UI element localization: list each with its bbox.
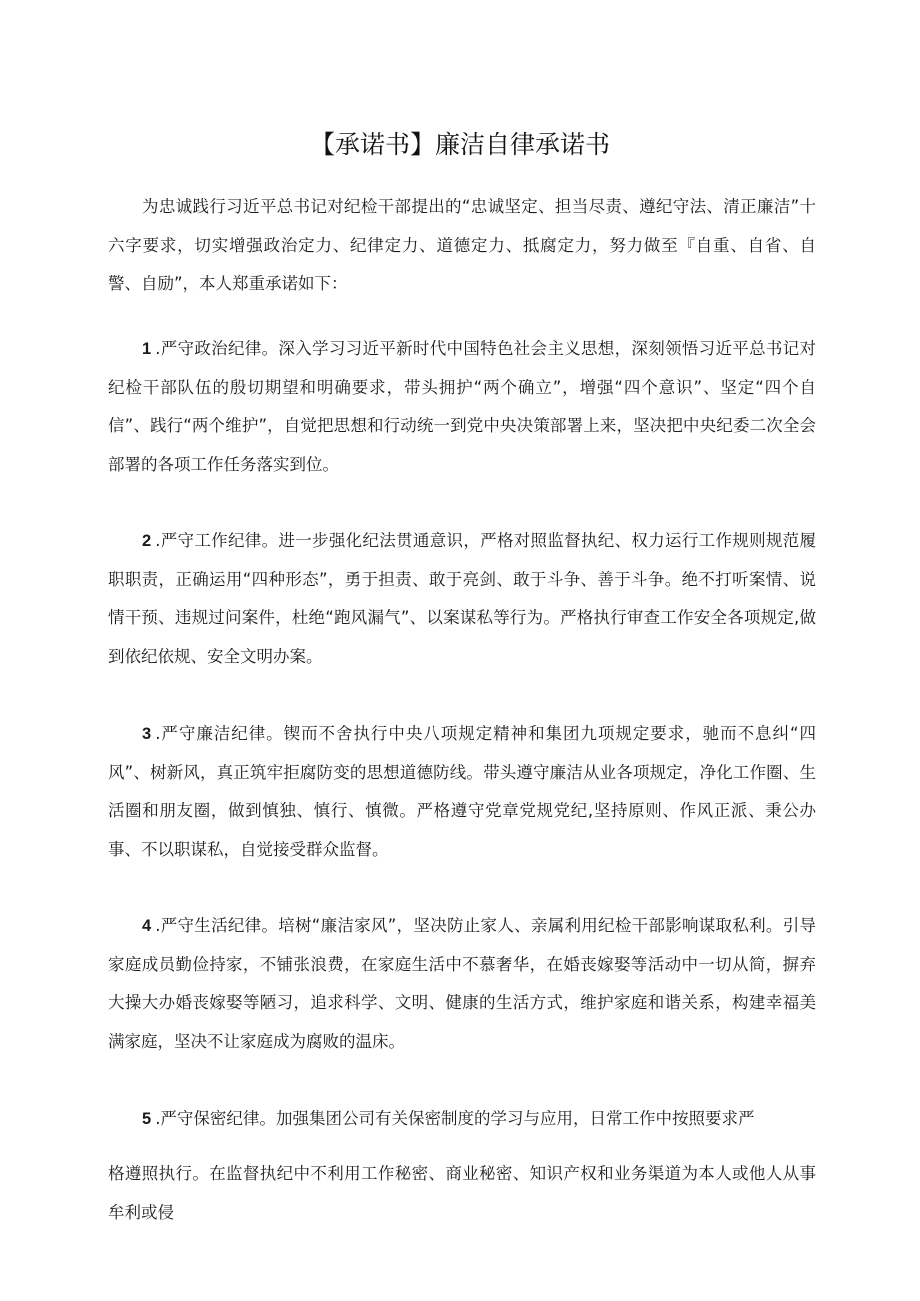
item-number: 5: [142, 1110, 152, 1128]
item-heading: .严守廉洁纪律。: [155, 724, 284, 743]
item-number: 4: [142, 917, 152, 935]
item-heading: .严守工作纪律。: [155, 531, 279, 550]
item-paragraph-5-continuation: 格遵照执行。在监督执纪中不利用工作秘密、商业秘密、知识产权和业务渠道为本人或他人从事牟利或侵: [108, 1164, 816, 1222]
item-text: 锲而不舍执行中央八项规定精神和集团九项规定要求，驰而不息纠“四风”、树新风，真正筑牢拒腐防变的思想道德防线。带头遵守廉洁从业各项规定，净化工作圈、生活圈和朋友圈，做到慎独、慎行、慎微。严格遵守党章党规党纪,坚持原则、作风正派、秉公办事、不以职谋私，自觉接受群众监督。: [108, 724, 816, 859]
item-text: 培树“廉洁家风”，坚决防止家人、亲属利用纪检干部影响谋取私利。引导家庭成员勤俭持家，不铺张浪费，在家庭生活中不慕奢华，在婚丧嫁娶等活动中一切从简，摒弃大操大办婚丧嫁娶等陋习，追求科学、文明、健康的生活方式，维护家庭和谐关系，构建幸福美满家庭，坚决不让家庭成为腐败的温床。: [108, 916, 816, 1051]
item-paragraph-2: [108, 522, 816, 676]
item-number: 2: [142, 532, 152, 550]
item-text: 深入学习习近平新时代中国特色社会主义思想，深刻领悟习近平总书记对纪检干部队伍的殷切期望和明确要求，带头拥护“两个确立”，增强“四个意识”、坚定“四个自信”、践行“两个维护”，自觉把思想和行动统一到党中央决策部署上来，坚决把中央纪委二次全会部署的各项工作任务落实到位。: [108, 339, 817, 474]
item-heading: .严守保密纪律。: [155, 1109, 276, 1128]
item-text: 进一步强化纪法贯通意识，严格对照监督执纪、权力运行工作规则规范履职职责，正确运用“四种形态”，勇于担责、敢于亮剑、敢于斗争、善于斗争。绝不打听案情、说情干预、违规过问案件，杜绝“跑风漏气”、以案谋私等行为。严格执行审查工作安全各项规定,做到依纪依规、安全文明办案。: [108, 531, 817, 666]
item-paragraph-5: [108, 1100, 816, 1139]
intro-paragraph: 为忠诚践行习近平总书记对纪检干部提出的“忠诚坚定、担当尽责、遵纪守法、清正廉洁”十六字要求，切实增强政治定力、纪律定力、道德定力、抵腐定力，努力做至『自重、自省、自警、自励”，本人郑重承诺如下：: [108, 197, 816, 293]
item-text: 加强集团公司有关保密制度的学习与应用，日常工作中按照要求严: [275, 1109, 755, 1128]
item-paragraph-1: [108, 330, 816, 484]
item-heading: .严守政治纪律。: [155, 339, 279, 358]
document-title: 【承诺书】廉洁自律承诺书: [309, 130, 610, 159]
item-number: 3: [142, 725, 152, 743]
item-paragraph-3: [108, 715, 816, 869]
item-number: 1: [142, 340, 152, 358]
item-paragraph-4: [108, 907, 816, 1061]
item-heading: .严守生活纪律。: [155, 916, 279, 935]
